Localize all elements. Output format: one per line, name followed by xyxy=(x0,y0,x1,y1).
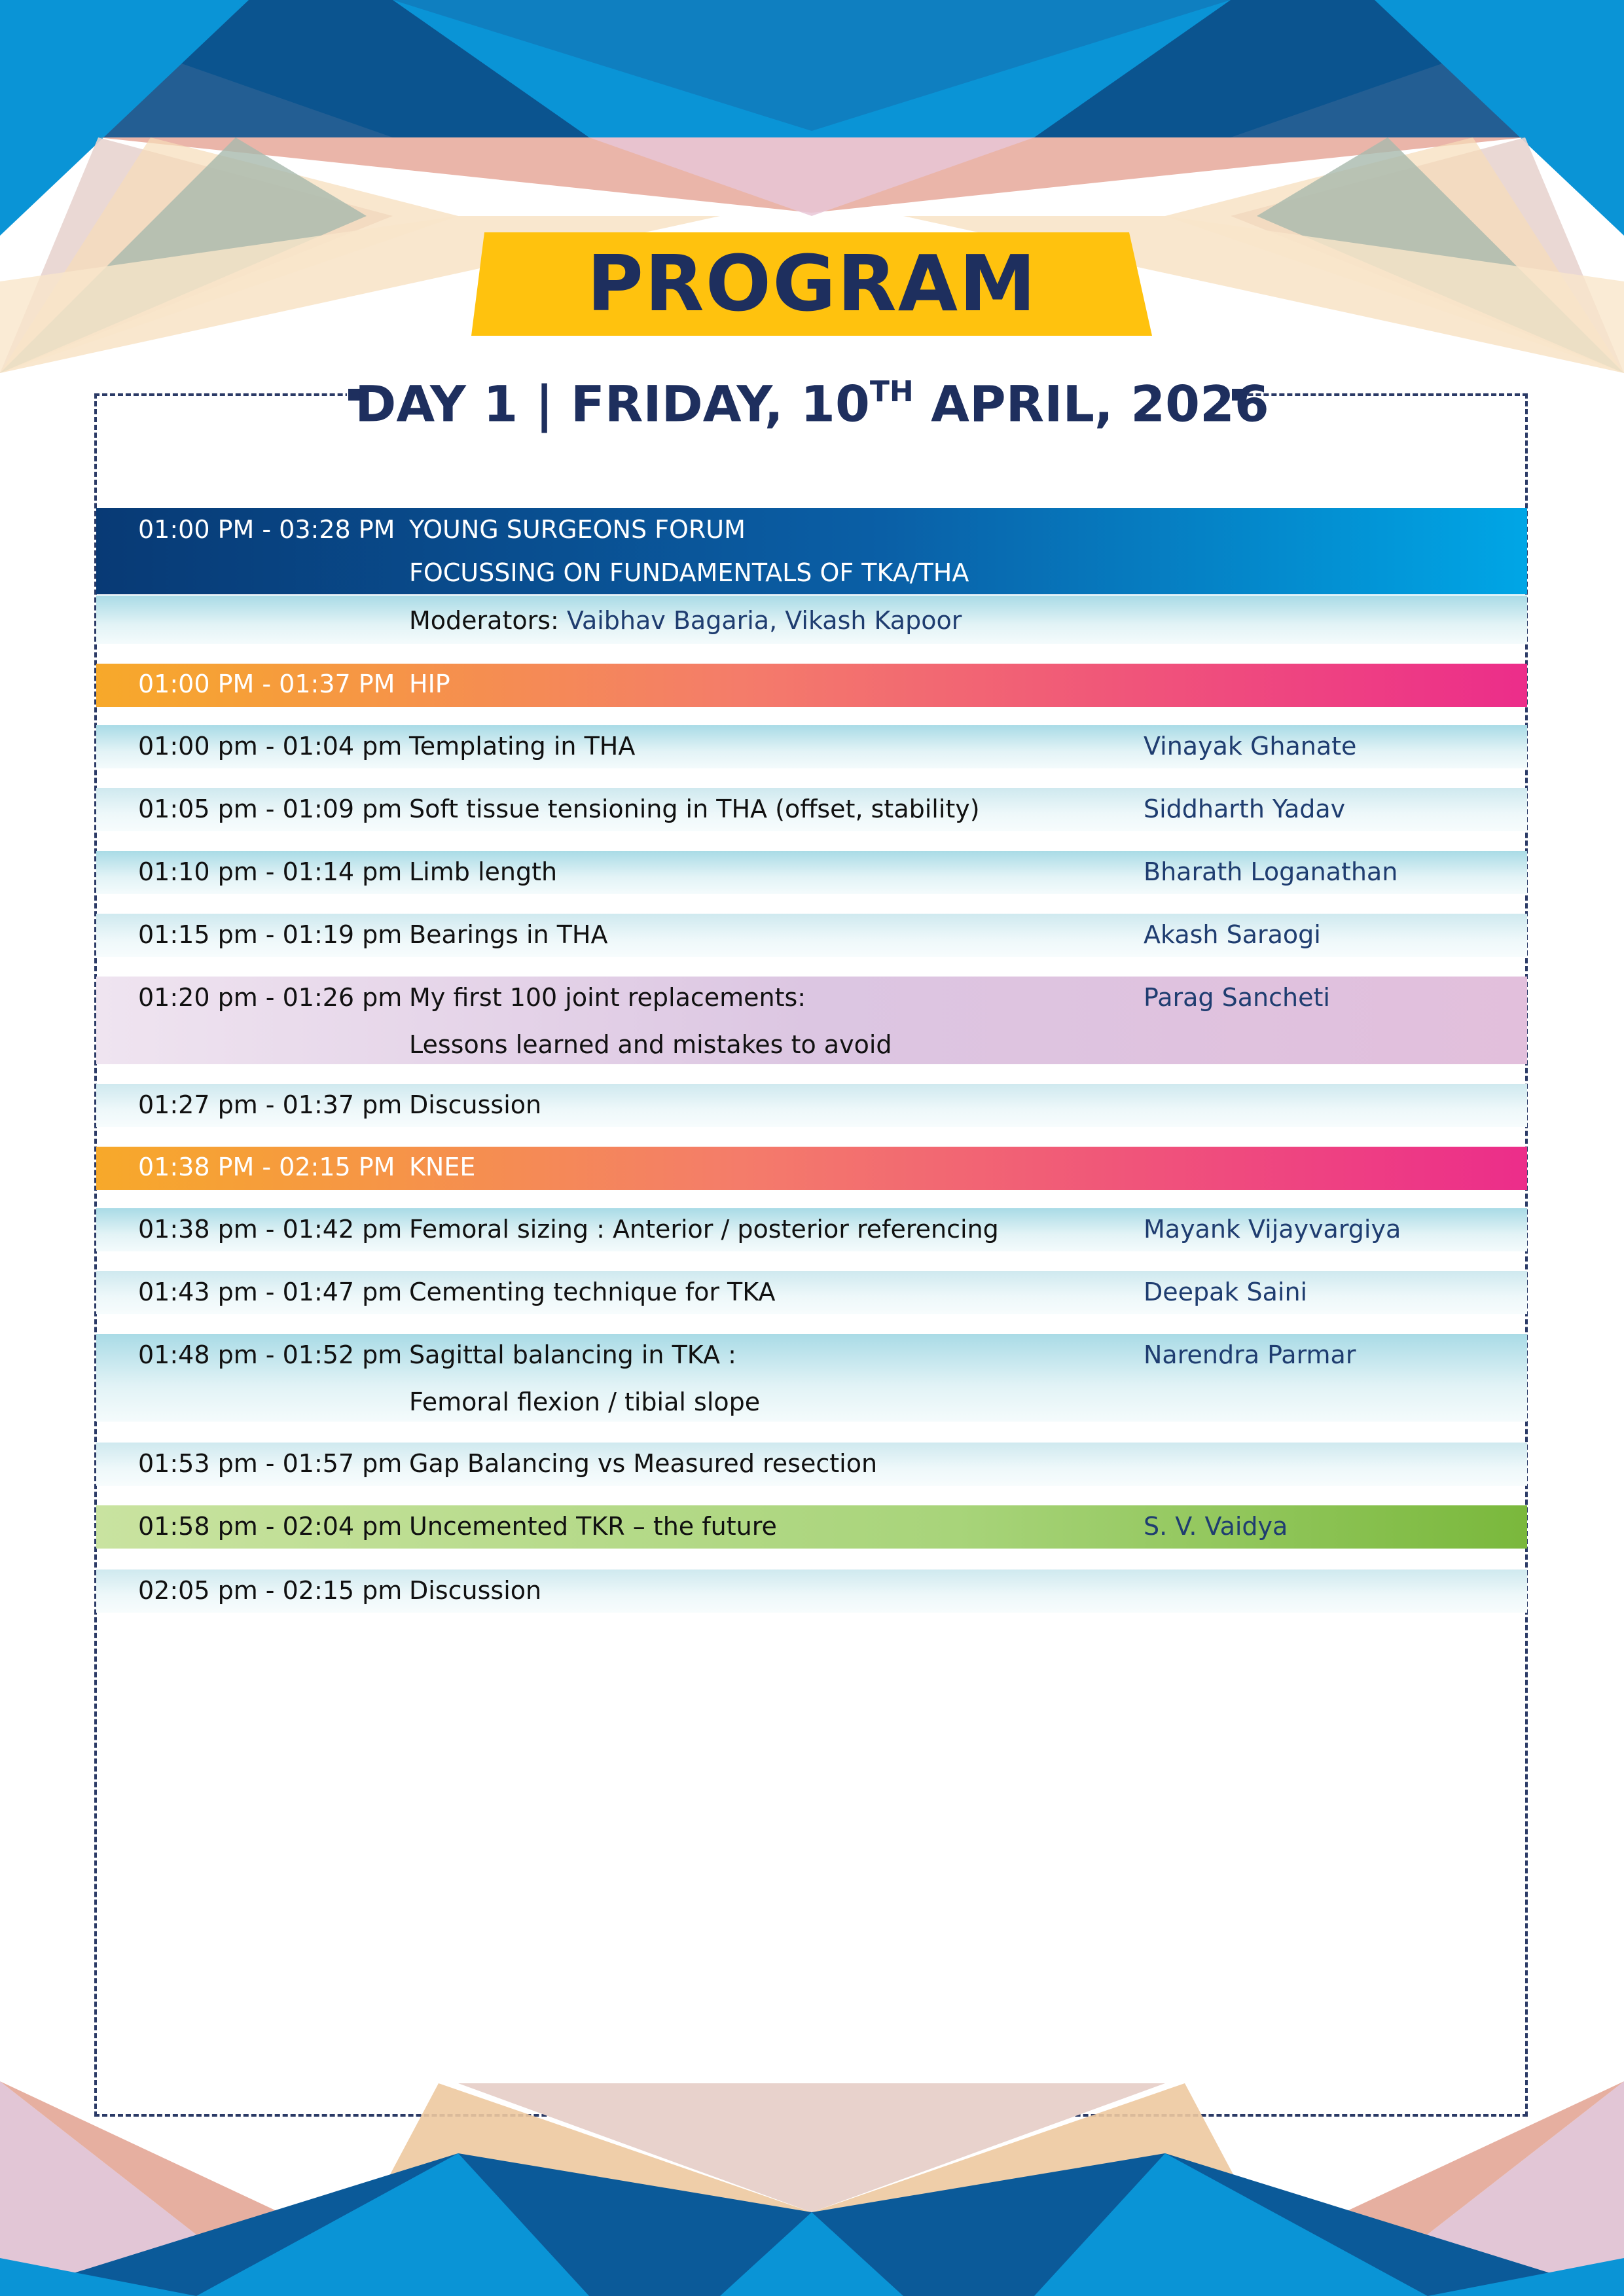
session-title: Limb length xyxy=(409,857,558,886)
session-title: My first 100 joint replacements: xyxy=(409,983,806,1012)
session-time: 01:05 pm - 01:09 pm xyxy=(138,795,403,823)
session-time: 01:20 pm - 01:26 pm xyxy=(138,983,403,1012)
session-time: 01:43 pm - 01:47 pm xyxy=(138,1278,403,1306)
moderators-label: Moderators: xyxy=(409,606,567,635)
table-row xyxy=(96,1570,1527,1613)
session-title: Soft tissue tensioning in THA (offset, stability) xyxy=(409,795,980,823)
knee-section-title: KNEE xyxy=(409,1153,476,1181)
session-speaker: Parag Sancheti xyxy=(1144,983,1330,1012)
day-heading xyxy=(0,359,1624,440)
session-speaker: Mayank Vijayvargiya xyxy=(1144,1215,1401,1244)
session-time: 01:10 pm - 01:14 pm xyxy=(138,857,403,886)
table-row xyxy=(96,1334,1527,1422)
session-title: Uncemented TKR – the future xyxy=(409,1512,777,1541)
table-row xyxy=(96,1084,1527,1127)
knee-section-header xyxy=(96,1147,1527,1190)
table-row xyxy=(96,1505,1527,1549)
hip-section-title: HIP xyxy=(409,670,450,698)
forum-title-line2: FOCUSSING ON FUNDAMENTALS OF TKA/THA xyxy=(409,558,969,587)
session-time: 01:38 pm - 01:42 pm xyxy=(138,1215,403,1244)
session-title-line2: Femoral flexion / tibial slope xyxy=(409,1388,761,1416)
table-row xyxy=(96,1271,1527,1314)
forum-title-line1: YOUNG SURGEONS FORUM xyxy=(409,515,746,544)
hip-section-header xyxy=(96,664,1527,707)
moderators-row xyxy=(96,596,1527,644)
session-time: 01:48 pm - 01:52 pm xyxy=(138,1340,403,1369)
forum-time: 01:00 PM - 03:28 PM xyxy=(138,515,395,544)
session-time: 01:58 pm - 02:04 pm xyxy=(138,1512,403,1541)
table-row xyxy=(96,851,1527,894)
session-time: 02:05 pm - 02:15 pm xyxy=(138,1576,403,1605)
table-row xyxy=(96,1443,1527,1486)
hip-section-time: 01:00 PM - 01:37 PM xyxy=(138,670,395,698)
day-heading-prefix: DAY 1 | FRIDAY, 10 xyxy=(355,374,870,433)
session-title: Bearings in THA xyxy=(409,920,608,949)
session-title: Femoral sizing : Anterior / posterior referencing xyxy=(409,1215,999,1244)
session-title-line2: Lessons learned and mistakes to avoid xyxy=(409,1030,892,1059)
table-row xyxy=(96,725,1527,768)
session-title: Discussion xyxy=(409,1090,542,1119)
session-time: 01:53 pm - 01:57 pm xyxy=(138,1449,403,1478)
session-title: Cementing technique for TKA xyxy=(409,1278,776,1306)
program-title: PROGRAM xyxy=(586,238,1038,329)
forum-header-row xyxy=(96,508,1527,594)
session-speaker: Akash Saraogi xyxy=(1144,920,1321,949)
day-heading-superscript: TH xyxy=(869,375,914,408)
moderators-names: Vaibhav Bagaria, Vikash Kapoor xyxy=(566,606,962,635)
day-heading-suffix: APRIL, 2026 xyxy=(913,374,1269,433)
session-speaker: S. V. Vaidya xyxy=(1144,1512,1288,1541)
session-title: Templating in THA xyxy=(409,732,636,761)
knee-section-time: 01:38 PM - 02:15 PM xyxy=(138,1153,395,1181)
session-speaker: Deepak Saini xyxy=(1144,1278,1308,1306)
table-row xyxy=(96,1208,1527,1251)
session-time: 01:27 pm - 01:37 pm xyxy=(138,1090,403,1119)
table-row xyxy=(96,977,1527,1064)
schedule-frame xyxy=(94,393,1528,2117)
session-speaker: Bharath Loganathan xyxy=(1144,857,1398,886)
table-row xyxy=(96,788,1527,831)
bottom-decorative-pattern xyxy=(0,2081,1624,2296)
session-speaker: Vinayak Ghanate xyxy=(1144,732,1357,761)
table-row xyxy=(96,914,1527,957)
session-title: Discussion xyxy=(409,1576,542,1605)
session-title: Sagittal balancing in TKA : xyxy=(409,1340,736,1369)
session-title: Gap Balancing vs Measured resection xyxy=(409,1449,878,1478)
session-speaker: Narendra Parmar xyxy=(1144,1340,1356,1369)
session-time: 01:15 pm - 01:19 pm xyxy=(138,920,403,949)
moderators-line xyxy=(409,596,962,645)
session-speaker: Siddharth Yadav xyxy=(1144,795,1346,823)
session-time: 01:00 pm - 01:04 pm xyxy=(138,732,403,761)
